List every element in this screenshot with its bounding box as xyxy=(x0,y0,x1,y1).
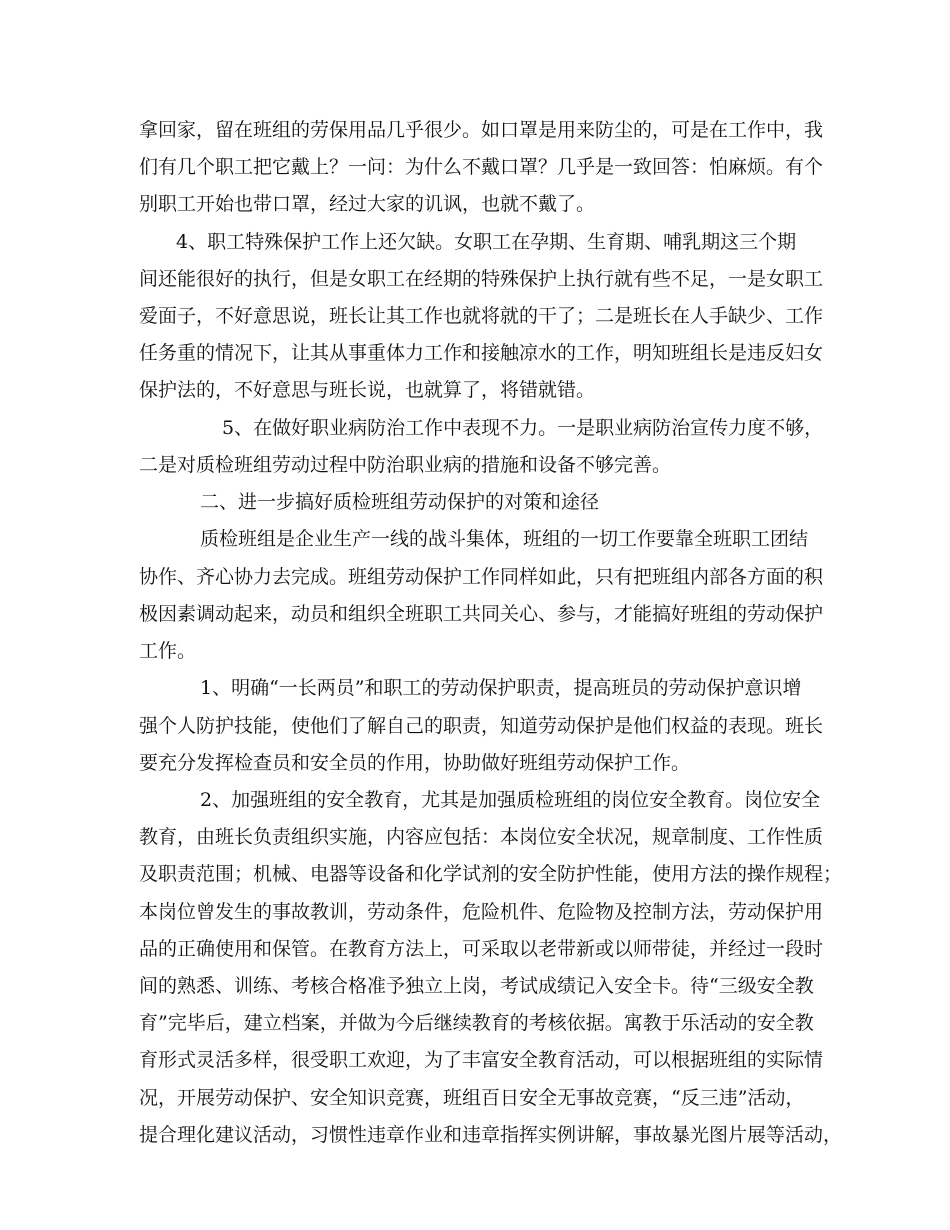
text-line: 二是对质检班组劳动过程中防治职业病的措施和设备不够完善。 xyxy=(139,454,672,476)
text-line: 爱面子，不好意思说，班长让其工作也就将就的干了；二是班长在人手缺少、工作 xyxy=(139,305,824,327)
text-line: 教育，由班长负责组织实施，内容应包括：本岗位安全状况，规章制度、工作性质 xyxy=(139,826,824,848)
text-line: 保护法的，不好意思与班长说，也就算了，将错就错。 xyxy=(139,379,596,401)
text-line: 工作。 xyxy=(139,640,197,662)
text-line: 育”完毕后，建立档案，并做为今后继续教育的考核依据。寓教于乐活动的安全教 xyxy=(139,1012,814,1034)
text-line: 本岗位曾发生的事故教训，劳动条件，危险机件、危险物及控制方法，劳动保护用 xyxy=(139,901,824,923)
text-line: 4、职工特殊保护工作上还欠缺。女职工在孕期、生育期、哺乳期这三个期 xyxy=(176,231,797,253)
text-line: 拿回家，留在班组的劳保用品几乎很少。如口罩是用来防尘的，可是在工作中，我 xyxy=(139,119,824,141)
text-line: 任务重的情况下，让其从事重体力工作和接触凉水的工作，明知班组长是违反妇女 xyxy=(139,342,824,364)
text-line: 及职责范围；机械、电器等设备和化学试剂的安全防护性能，使用方法的操作规程； xyxy=(139,863,843,885)
text-line: 提合理化建议活动，习惯性违章作业和违章指挥实例讲解，事故暴光图片展等活动， xyxy=(139,1124,843,1146)
text-line: 间的熟悉、训练、考核合格准予独立上岗，考试成绩记入安全卡。待“三级安全教 xyxy=(139,975,814,997)
text-line: 间还能很好的执行，但是女职工在经期的特殊保护上执行就有些不足，一是女职工 xyxy=(139,268,824,290)
text-line: 品的正确使用和保管。在教育方法上，可采取以老带新或以师带徒，并经过一段时 xyxy=(139,938,824,960)
text-line: 们有几个职工把它戴上？一问：为什么不戴口罩？几乎是一致回答：怕麻烦。有个 xyxy=(139,156,824,178)
text-line: 质检班组是企业生产一线的战斗集体，班组的一切工作要靠全班职工团结 xyxy=(200,528,809,550)
text-line: 2、加强班组的安全教育，尤其是加强质检班组的岗位安全教育。岗位安全 xyxy=(200,789,821,811)
text-line: 要充分发挥检查员和安全员的作用，协助做好班组劳动保护工作。 xyxy=(139,752,691,774)
text-line: 极因素调动起来，动员和组织全班职工共同关心、参与，才能搞好班组的劳动保护 xyxy=(139,603,824,625)
text-line: 况，开展劳动保护、安全知识竞赛，班组百日安全无事故竞赛，“反三违”活动， xyxy=(139,1087,805,1109)
text-line: 1、明确“一长两员”和职工的劳动保护职责，提高班员的劳动保护意识增 xyxy=(200,677,802,699)
text-line: 协作、齐心协力去完成。班组劳动保护工作同样如此，只有把班组内部各方面的积 xyxy=(139,566,824,588)
text-line: 别职工开始也带口罩，经过大家的讥讽，也就不戴了。 xyxy=(139,193,596,215)
section-heading: 二、进一步搞好质检班组劳动保护的对策和途径 xyxy=(200,491,600,513)
text-line: 强个人防护技能，使他们了解自己的职责，知道劳动保护是他们权益的表现。班长 xyxy=(139,715,824,737)
text-line: 5、在做好职业病防治工作中表现不力。一是职业病防治宣传力度不够， xyxy=(222,417,824,439)
text-line: 育形式灵活多样，很受职工欢迎，为了丰富安全教育活动，可以根据班组的实际情 xyxy=(139,1049,824,1071)
